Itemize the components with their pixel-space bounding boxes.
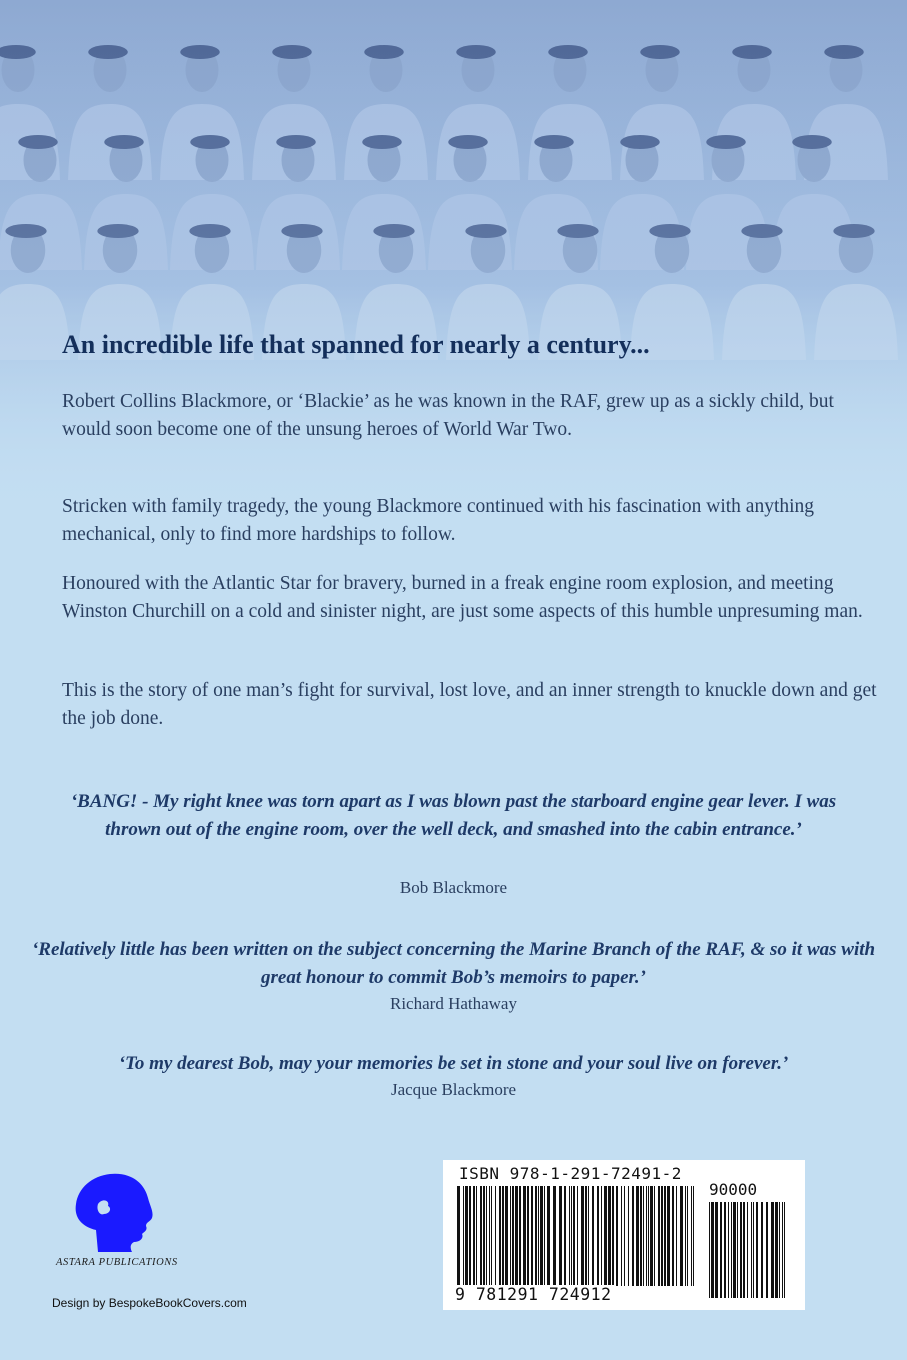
isbn-barcode: [443, 1160, 805, 1310]
headline: An incredible life that spanned for nearly a century...: [62, 330, 650, 359]
paragraph-3: Honoured with the Atlantic Star for bravery, burned in a freak engine room explosion, and meeting Winston Churchill on a cold and sinister night, are just some aspects of this humble unpresuming man.: [62, 573, 863, 622]
paragraph-4: This is the story of one man’s fight for survival, lost love, and an inner strength to knuckle down and get the job done.: [62, 680, 877, 729]
publisher-name: ASTARA PUBLICATIONS: [56, 1257, 178, 1268]
isbn-label: ISBN 978-1-291-72491-2: [459, 1164, 682, 1183]
addon-barcode-bars: [709, 1202, 789, 1298]
paragraph-1: Robert Collins Blackmore, or ‘Blackie’ as he was known in the RAF, grew up as a sickly child, but would soon become one of the unsung heroes of World War Two.: [62, 391, 834, 440]
quote-1-author: Bob Blackmore: [399, 878, 508, 897]
barcode-bars: [457, 1186, 697, 1294]
quote-1: ‘BANG! - My right knee was torn apart as I was blown past the starboard engine gear lever. I was thrown out of the engine room, over the well deck, and smashed into the cabin entrance.’: [70, 791, 837, 840]
price-code: 90000: [709, 1180, 758, 1199]
barcode-digits: 9 781291 724912: [455, 1285, 612, 1304]
head-silhouette-icon: [36, 1160, 216, 1270]
paragraph-2: Stricken with family tragedy, the young Blackmore continued with his fascination with anything mechanical, only to find more hardships to follow.: [62, 496, 815, 545]
quote-3: ‘To my dearest Bob, may your memories be set in stone and your soul live on forever.’: [118, 1053, 789, 1074]
quote-2-author: Richard Hathaway: [390, 994, 517, 1013]
design-credit: Design by BespokeBookCovers.com: [52, 1296, 247, 1310]
quote-2: ‘Relatively little has been written on the subject concerning the Marine Branch of the RAF, & so it was with great honour to commit Bob’s memoirs to paper.’: [31, 939, 876, 988]
quote-3-author: Jacque Blackmore: [390, 1080, 517, 1099]
